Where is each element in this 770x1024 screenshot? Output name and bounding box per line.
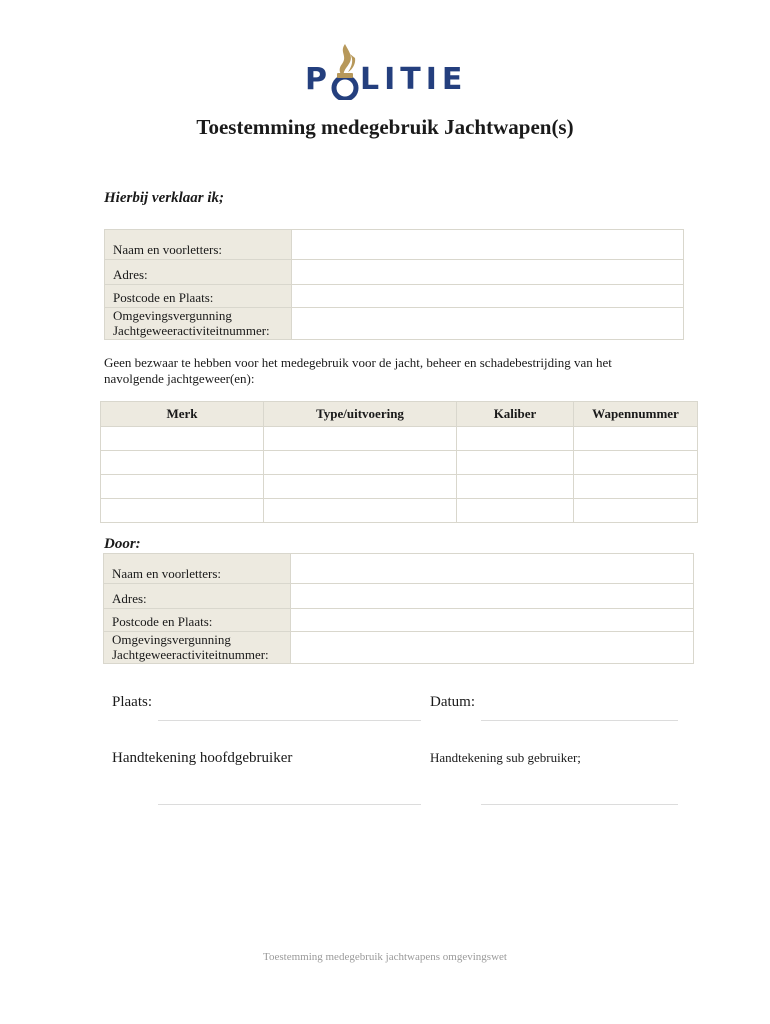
table-cell[interactable] <box>574 499 698 523</box>
declarant-form <box>104 229 684 340</box>
form-label: Naam en voorletters: <box>105 230 292 260</box>
date-line[interactable] <box>481 720 678 721</box>
section-heading-by: Door: <box>104 536 141 552</box>
postcode-city-field[interactable] <box>291 609 694 632</box>
table-cell[interactable] <box>264 451 457 475</box>
weapons-table <box>100 401 698 523</box>
table-cell[interactable] <box>457 475 574 499</box>
name-field[interactable] <box>291 554 694 584</box>
logo-text-litie: LITIE <box>360 62 468 97</box>
table-row <box>101 499 698 523</box>
main-user-signature-label: Handtekening hoofdgebruiker <box>112 750 293 766</box>
column-header-wapennummer: Wapennummer <box>574 402 698 427</box>
postcode-city-field[interactable] <box>292 285 684 308</box>
form-label: Postcode en Plaats: <box>104 609 291 632</box>
table-cell[interactable] <box>574 451 698 475</box>
table-cell[interactable] <box>457 499 574 523</box>
page-title: Toestemming medegebruik Jachtwapen(s) <box>196 115 574 139</box>
table-cell[interactable] <box>101 499 264 523</box>
place-label: Plaats: <box>112 694 152 710</box>
date-label: Datum: <box>430 694 475 710</box>
user-form <box>103 553 694 664</box>
table-cell[interactable] <box>101 427 264 451</box>
logo-text-p: P <box>305 62 332 97</box>
permit-number-field[interactable] <box>291 632 694 664</box>
main-user-signature-line[interactable] <box>158 804 421 805</box>
permit-number-field[interactable] <box>292 308 684 340</box>
form-label: Omgevingsvergunning Jachtgeweeractiviteitnummer: <box>105 308 292 340</box>
address-field[interactable] <box>292 260 684 285</box>
table-cell[interactable] <box>457 451 574 475</box>
table-cell[interactable] <box>264 427 457 451</box>
table-cell[interactable] <box>264 475 457 499</box>
table-cell[interactable] <box>574 475 698 499</box>
sub-user-signature-label: Handtekening sub gebruiker; <box>430 750 581 765</box>
form-label: Postcode en Plaats: <box>105 285 292 308</box>
footer-text: Toestemming medegebruik jachtwapens omgevingswet <box>263 951 507 963</box>
column-header-type: Type/uitvoering <box>264 402 457 427</box>
form-label: Omgevingsvergunning Jachtgeweeractiviteitnummer: <box>104 632 291 664</box>
column-header-merk: Merk <box>101 402 264 427</box>
column-header-kaliber: Kaliber <box>457 402 574 427</box>
name-field[interactable] <box>292 230 684 260</box>
address-field[interactable] <box>291 584 694 609</box>
sub-user-signature-line[interactable] <box>481 804 678 805</box>
table-row <box>101 427 698 451</box>
form-label: Adres: <box>105 260 292 285</box>
table-cell[interactable] <box>101 475 264 499</box>
table-cell[interactable] <box>457 427 574 451</box>
table-cell[interactable] <box>574 427 698 451</box>
table-cell[interactable] <box>264 499 457 523</box>
politie-logo <box>300 42 470 100</box>
form-label: Adres: <box>104 584 291 609</box>
declaration-text: Geen bezwaar te hebben voor het medegebruik voor de jacht, beheer en schadebestrijding van het navolgende jachtgeweer(en): <box>104 355 612 386</box>
table-cell[interactable] <box>101 451 264 475</box>
table-row <box>101 451 698 475</box>
form-label: Naam en voorletters: <box>104 554 291 584</box>
table-row <box>101 475 698 499</box>
section-heading-declarant: Hierbij verklaar ik; <box>104 190 224 206</box>
place-line[interactable] <box>158 720 421 721</box>
flame-emblem-icon <box>328 42 362 100</box>
